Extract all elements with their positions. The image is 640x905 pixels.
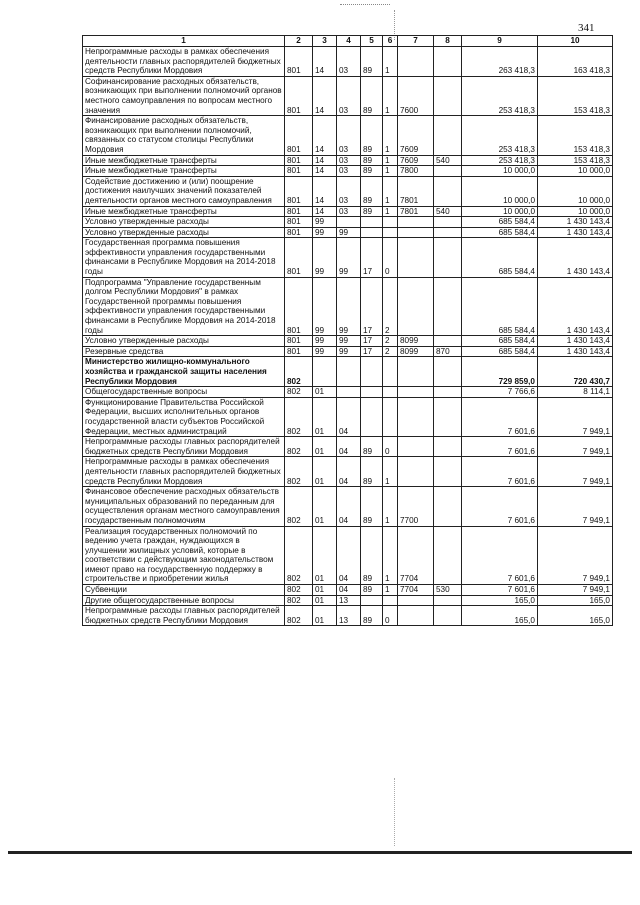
cell-amount-year1: 7 601,6: [462, 585, 538, 596]
cell-expense-type: [434, 457, 462, 487]
row-name-cell: Иные межбюджетные трансферты: [83, 166, 285, 177]
table-row: [83, 397, 613, 436]
cell-amount-year1: 10 000,0: [462, 206, 538, 217]
cell-subprogram-code: 0: [383, 238, 398, 277]
cell-program-code: 89: [361, 526, 383, 585]
cell-target-article: [398, 387, 434, 398]
row-name-cell: Финансирование расходных обязательств, возникающих при выполнении полномочий, связанных со статусом столицы Республики Мордовия: [83, 116, 285, 155]
cell-subsection-code: 99: [337, 277, 361, 336]
column-header: 7: [398, 36, 434, 47]
row-name-cell: Условно утвержденные расходы: [83, 217, 285, 228]
page-number: 341: [578, 22, 595, 34]
cell-target-article: 8099: [398, 346, 434, 357]
cell-ministry-code: 802: [285, 585, 313, 596]
table-row: [83, 437, 613, 457]
cell-amount-year2: 1 430 143,4: [538, 217, 613, 228]
cell-amount-year1: 7 601,6: [462, 397, 538, 436]
cell-amount-year1: 10 000,0: [462, 176, 538, 206]
cell-subprogram-code: [383, 595, 398, 606]
cell-target-article: [398, 397, 434, 436]
cell-section-code: 99: [313, 227, 337, 238]
cell-ministry-code: 801: [285, 217, 313, 228]
row-name-cell: Резервные средства: [83, 346, 285, 357]
cell-target-article: 7600: [398, 76, 434, 115]
cell-amount-year1: 729 859,0: [462, 357, 538, 387]
cell-subsection-code: 03: [337, 47, 361, 77]
cell-expense-type: [434, 397, 462, 436]
table-body: [83, 47, 613, 626]
cell-ministry-code: 801: [285, 166, 313, 177]
budget-table: [82, 35, 613, 626]
cell-expense-type: [434, 277, 462, 336]
cell-amount-year1: 7 766,6: [462, 387, 538, 398]
cell-subsection-code: 03: [337, 76, 361, 115]
cell-expense-type: [434, 437, 462, 457]
cell-section-code: 99: [313, 346, 337, 357]
table-row: [83, 155, 613, 166]
cell-section-code: 99: [313, 238, 337, 277]
cell-ministry-code: 801: [285, 238, 313, 277]
cell-subprogram-code: 1: [383, 176, 398, 206]
cell-target-article: 7704: [398, 585, 434, 596]
cell-program-code: [361, 387, 383, 398]
cell-section-code: 14: [313, 155, 337, 166]
cell-expense-type: 540: [434, 155, 462, 166]
row-name-cell: Субвенции: [83, 585, 285, 596]
cell-amount-year1: 253 418,3: [462, 76, 538, 115]
cell-subsection-code: 04: [337, 487, 361, 526]
cell-expense-type: [434, 116, 462, 155]
cell-subprogram-code: 1: [383, 206, 398, 217]
cell-amount-year1: 685 584,4: [462, 346, 538, 357]
cell-ministry-code: 802: [285, 606, 313, 626]
cell-target-article: [398, 217, 434, 228]
cell-ministry-code: 801: [285, 206, 313, 217]
cell-subsection-code: 03: [337, 176, 361, 206]
column-header: 10: [538, 36, 613, 47]
cell-program-code: 89: [361, 76, 383, 115]
cell-amount-year1: 685 584,4: [462, 336, 538, 347]
table-row: [83, 487, 613, 526]
table-row: [83, 47, 613, 77]
cell-amount-year2: 10 000,0: [538, 166, 613, 177]
cell-section-code: 99: [313, 277, 337, 336]
cell-section-code: 01: [313, 487, 337, 526]
cell-subprogram-code: 2: [383, 346, 398, 357]
cell-subsection-code: 99: [337, 227, 361, 238]
cell-section-code: 01: [313, 387, 337, 398]
cell-program-code: 89: [361, 155, 383, 166]
cell-program-code: [361, 227, 383, 238]
cell-program-code: 89: [361, 487, 383, 526]
cell-ministry-code: 801: [285, 336, 313, 347]
cell-expense-type: [434, 336, 462, 347]
cell-amount-year2: 7 949,1: [538, 487, 613, 526]
cell-subprogram-code: 1: [383, 166, 398, 177]
cell-section-code: 01: [313, 526, 337, 585]
cell-section-code: 14: [313, 176, 337, 206]
table-row: [83, 595, 613, 606]
cell-program-code: 17: [361, 336, 383, 347]
cell-expense-type: [434, 176, 462, 206]
cell-subsection-code: 04: [337, 437, 361, 457]
row-name-cell: Условно утвержденные расходы: [83, 227, 285, 238]
column-header: 8: [434, 36, 462, 47]
cell-subsection-code: [337, 387, 361, 398]
cell-section-code: 14: [313, 47, 337, 77]
cell-expense-type: [434, 487, 462, 526]
cell-ministry-code: 801: [285, 155, 313, 166]
cell-section-code: 01: [313, 606, 337, 626]
cell-subsection-code: 03: [337, 206, 361, 217]
cell-program-code: [361, 217, 383, 228]
table-row: [83, 357, 613, 387]
cell-amount-year2: 1 430 143,4: [538, 227, 613, 238]
cell-expense-type: [434, 357, 462, 387]
cell-section-code: 01: [313, 397, 337, 436]
cell-program-code: [361, 595, 383, 606]
cell-section-code: 01: [313, 585, 337, 596]
cell-subsection-code: [337, 357, 361, 387]
cell-program-code: 89: [361, 116, 383, 155]
cell-subsection-code: [337, 217, 361, 228]
row-name-cell: Непрограммные расходы главных распорядителей бюджетных средств Республики Мордовия: [83, 437, 285, 457]
cell-amount-year1: 165,0: [462, 595, 538, 606]
cell-expense-type: [434, 166, 462, 177]
cell-program-code: [361, 357, 383, 387]
cell-subsection-code: 04: [337, 585, 361, 596]
row-name-cell: Финансовое обеспечение расходных обязательств муниципальных образований по переданным для осуществления органам местного самоуправления государственным полномочиям: [83, 487, 285, 526]
bottom-rule: [8, 851, 632, 854]
cell-ministry-code: 801: [285, 116, 313, 155]
cell-amount-year2: 153 418,3: [538, 116, 613, 155]
cell-target-article: [398, 606, 434, 626]
table-row: [83, 526, 613, 585]
cell-section-code: 01: [313, 595, 337, 606]
cell-subprogram-code: [383, 357, 398, 387]
cell-amount-year2: 7 949,1: [538, 437, 613, 457]
cell-amount-year2: 7 949,1: [538, 397, 613, 436]
cell-amount-year2: 7 949,1: [538, 585, 613, 596]
column-header: 3: [313, 36, 337, 47]
row-name-cell: Иные межбюджетные трансферты: [83, 206, 285, 217]
cell-ministry-code: 802: [285, 526, 313, 585]
cell-section-code: 01: [313, 457, 337, 487]
column-header: 9: [462, 36, 538, 47]
cell-subsection-code: 13: [337, 606, 361, 626]
cell-subprogram-code: [383, 397, 398, 436]
cell-subprogram-code: 2: [383, 336, 398, 347]
row-name-cell: Непрограммные расходы главных распорядителей бюджетных средств Республики Мордовия: [83, 606, 285, 626]
cell-program-code: [361, 397, 383, 436]
cell-amount-year1: 7 601,6: [462, 437, 538, 457]
cell-subsection-code: 13: [337, 595, 361, 606]
cell-subprogram-code: 1: [383, 526, 398, 585]
row-name-cell: Функционирование Правительства Российской Федерации, высших исполнительных органов государственной власти субъектов Российской Федерации, местных администраций: [83, 397, 285, 436]
cell-expense-type: [434, 47, 462, 77]
cell-program-code: 17: [361, 238, 383, 277]
cell-amount-year1: 7 601,6: [462, 457, 538, 487]
cell-subsection-code: 04: [337, 457, 361, 487]
cell-ministry-code: 802: [285, 387, 313, 398]
cell-ministry-code: 801: [285, 346, 313, 357]
cell-expense-type: 530: [434, 585, 462, 596]
cell-amount-year1: 685 584,4: [462, 227, 538, 238]
cell-program-code: 89: [361, 606, 383, 626]
cell-subprogram-code: [383, 227, 398, 238]
scan-artifact: [340, 4, 390, 9]
table-row: [83, 346, 613, 357]
cell-subsection-code: 04: [337, 526, 361, 585]
cell-program-code: 89: [361, 47, 383, 77]
cell-target-article: 7801: [398, 206, 434, 217]
row-name-cell: Министерство жилищно-коммунального хозяйства и гражданской защиты населения Республики Мордовия: [83, 357, 285, 387]
cell-program-code: 89: [361, 176, 383, 206]
cell-program-code: 89: [361, 457, 383, 487]
cell-subprogram-code: 1: [383, 47, 398, 77]
column-header: 5: [361, 36, 383, 47]
row-name-cell: Реализация государственных полномочий по ведению учета граждан, нуждающихся в улучшении жилищных условий, которые в соответствии с действующим законодательством имеют право на государственную поддержку в строительстве и приобретении жилья: [83, 526, 285, 585]
cell-expense-type: [434, 76, 462, 115]
cell-ministry-code: 802: [285, 357, 313, 387]
cell-amount-year1: 685 584,4: [462, 217, 538, 228]
row-name-cell: Условно утвержденные расходы: [83, 336, 285, 347]
table-row: [83, 227, 613, 238]
cell-subsection-code: 04: [337, 397, 361, 436]
cell-amount-year2: 163 418,3: [538, 47, 613, 77]
table-row: [83, 238, 613, 277]
column-header: 2: [285, 36, 313, 47]
cell-section-code: 14: [313, 206, 337, 217]
cell-amount-year1: 685 584,4: [462, 277, 538, 336]
table-row: [83, 116, 613, 155]
cell-subprogram-code: 0: [383, 606, 398, 626]
cell-target-article: [398, 437, 434, 457]
row-name-cell: Непрограммные расходы в рамках обеспечения деятельности главных распорядителей бюджетных средств Республики Мордовия: [83, 47, 285, 77]
cell-target-article: 7609: [398, 116, 434, 155]
cell-subsection-code: 99: [337, 346, 361, 357]
cell-target-article: 7700: [398, 487, 434, 526]
cell-subprogram-code: 1: [383, 487, 398, 526]
cell-target-article: 7801: [398, 176, 434, 206]
cell-target-article: 7609: [398, 155, 434, 166]
cell-section-code: 01: [313, 437, 337, 457]
cell-amount-year2: 1 430 143,4: [538, 336, 613, 347]
cell-amount-year2: 720 430,7: [538, 357, 613, 387]
cell-amount-year2: 8 114,1: [538, 387, 613, 398]
cell-amount-year2: 10 000,0: [538, 176, 613, 206]
table-row: [83, 457, 613, 487]
column-header: 6: [383, 36, 398, 47]
cell-amount-year2: 165,0: [538, 606, 613, 626]
cell-target-article: [398, 227, 434, 238]
cell-subsection-code: 03: [337, 116, 361, 155]
cell-amount-year1: 253 418,3: [462, 155, 538, 166]
cell-subprogram-code: 1: [383, 457, 398, 487]
cell-expense-type: 540: [434, 206, 462, 217]
row-name-cell: Непрограммные расходы в рамках обеспечения деятельности главных распорядителей бюджетных средств Республики Мордовия: [83, 457, 285, 487]
row-name-cell: Общегосударственные вопросы: [83, 387, 285, 398]
cell-ministry-code: 801: [285, 76, 313, 115]
column-header: 4: [337, 36, 361, 47]
cell-amount-year1: 7 601,6: [462, 487, 538, 526]
table-row: [83, 206, 613, 217]
cell-ministry-code: 802: [285, 487, 313, 526]
row-name-cell: Иные межбюджетные трансферты: [83, 155, 285, 166]
cell-expense-type: 870: [434, 346, 462, 357]
cell-subprogram-code: 2: [383, 277, 398, 336]
cell-ministry-code: 802: [285, 457, 313, 487]
row-name-cell: Подпрограмма "Управление государственным долгом Республики Мордовия" в рамках Государственной программы повышения эффективности управления государственными финансами в Республике Мордовия на 2014-2018 годы: [83, 277, 285, 336]
cell-ministry-code: 802: [285, 595, 313, 606]
row-name-cell: Другие общегосударственные вопросы: [83, 595, 285, 606]
table-row: [83, 336, 613, 347]
cell-target-article: [398, 47, 434, 77]
cell-ministry-code: 801: [285, 176, 313, 206]
cell-subprogram-code: 1: [383, 155, 398, 166]
cell-amount-year1: 10 000,0: [462, 166, 538, 177]
cell-subprogram-code: 1: [383, 76, 398, 115]
row-name-cell: Государственная программа повышения эффективности управления государственными финансами в Республике Мордовия на 2014-2018 годы: [83, 238, 285, 277]
cell-amount-year2: 153 418,3: [538, 76, 613, 115]
table-row: [83, 217, 613, 228]
cell-expense-type: [434, 238, 462, 277]
cell-amount-year2: 165,0: [538, 595, 613, 606]
table-row: [83, 387, 613, 398]
cell-program-code: 89: [361, 437, 383, 457]
cell-subsection-code: 99: [337, 336, 361, 347]
cell-subprogram-code: [383, 217, 398, 228]
cell-subsection-code: 03: [337, 166, 361, 177]
row-name-cell: Софинансирование расходных обязательств, возникающих при выполнении полномочий органов местного самоуправления по вопросам местного значения: [83, 76, 285, 115]
cell-amount-year1: 263 418,3: [462, 47, 538, 77]
fold-line: [394, 778, 395, 846]
cell-subprogram-code: 1: [383, 116, 398, 155]
cell-target-article: [398, 357, 434, 387]
cell-ministry-code: 801: [285, 227, 313, 238]
cell-ministry-code: 801: [285, 277, 313, 336]
cell-amount-year2: 1 430 143,4: [538, 277, 613, 336]
cell-target-article: [398, 595, 434, 606]
cell-subprogram-code: 1: [383, 585, 398, 596]
cell-target-article: [398, 457, 434, 487]
table-row: [83, 166, 613, 177]
cell-amount-year2: 7 949,1: [538, 526, 613, 585]
cell-program-code: 89: [361, 166, 383, 177]
cell-program-code: 89: [361, 585, 383, 596]
table-row: [83, 176, 613, 206]
cell-amount-year1: 253 418,3: [462, 116, 538, 155]
cell-expense-type: [434, 526, 462, 585]
cell-amount-year2: 10 000,0: [538, 206, 613, 217]
cell-ministry-code: 801: [285, 47, 313, 77]
cell-section-code: [313, 357, 337, 387]
cell-target-article: 7800: [398, 166, 434, 177]
cell-amount-year2: 153 418,3: [538, 155, 613, 166]
cell-amount-year1: 685 584,4: [462, 238, 538, 277]
table-row: [83, 277, 613, 336]
cell-target-article: 8099: [398, 336, 434, 347]
cell-ministry-code: 802: [285, 397, 313, 436]
cell-program-code: 17: [361, 277, 383, 336]
cell-target-article: [398, 238, 434, 277]
cell-target-article: [398, 277, 434, 336]
table-header-row: [83, 36, 613, 47]
cell-subsection-code: 99: [337, 238, 361, 277]
cell-amount-year1: 7 601,6: [462, 526, 538, 585]
cell-expense-type: [434, 227, 462, 238]
cell-section-code: 14: [313, 166, 337, 177]
cell-subprogram-code: 0: [383, 437, 398, 457]
cell-section-code: 14: [313, 116, 337, 155]
cell-expense-type: [434, 387, 462, 398]
cell-amount-year1: 165,0: [462, 606, 538, 626]
row-name-cell: Содействие достижению и (или) поощрение достижения наилучших значений показателей деятельности органов местного самоуправления: [83, 176, 285, 206]
cell-amount-year2: 1 430 143,4: [538, 346, 613, 357]
cell-expense-type: [434, 595, 462, 606]
cell-section-code: 99: [313, 217, 337, 228]
table-row: [83, 606, 613, 626]
cell-section-code: 14: [313, 76, 337, 115]
cell-expense-type: [434, 606, 462, 626]
column-header: 1: [83, 36, 285, 47]
cell-amount-year2: 1 430 143,4: [538, 238, 613, 277]
table-row: [83, 76, 613, 115]
cell-program-code: 89: [361, 206, 383, 217]
table-row: [83, 585, 613, 596]
cell-program-code: 17: [361, 346, 383, 357]
cell-subprogram-code: [383, 387, 398, 398]
cell-subsection-code: 03: [337, 155, 361, 166]
cell-section-code: 99: [313, 336, 337, 347]
cell-target-article: 7704: [398, 526, 434, 585]
cell-expense-type: [434, 217, 462, 228]
cell-ministry-code: 802: [285, 437, 313, 457]
cell-amount-year2: 7 949,1: [538, 457, 613, 487]
